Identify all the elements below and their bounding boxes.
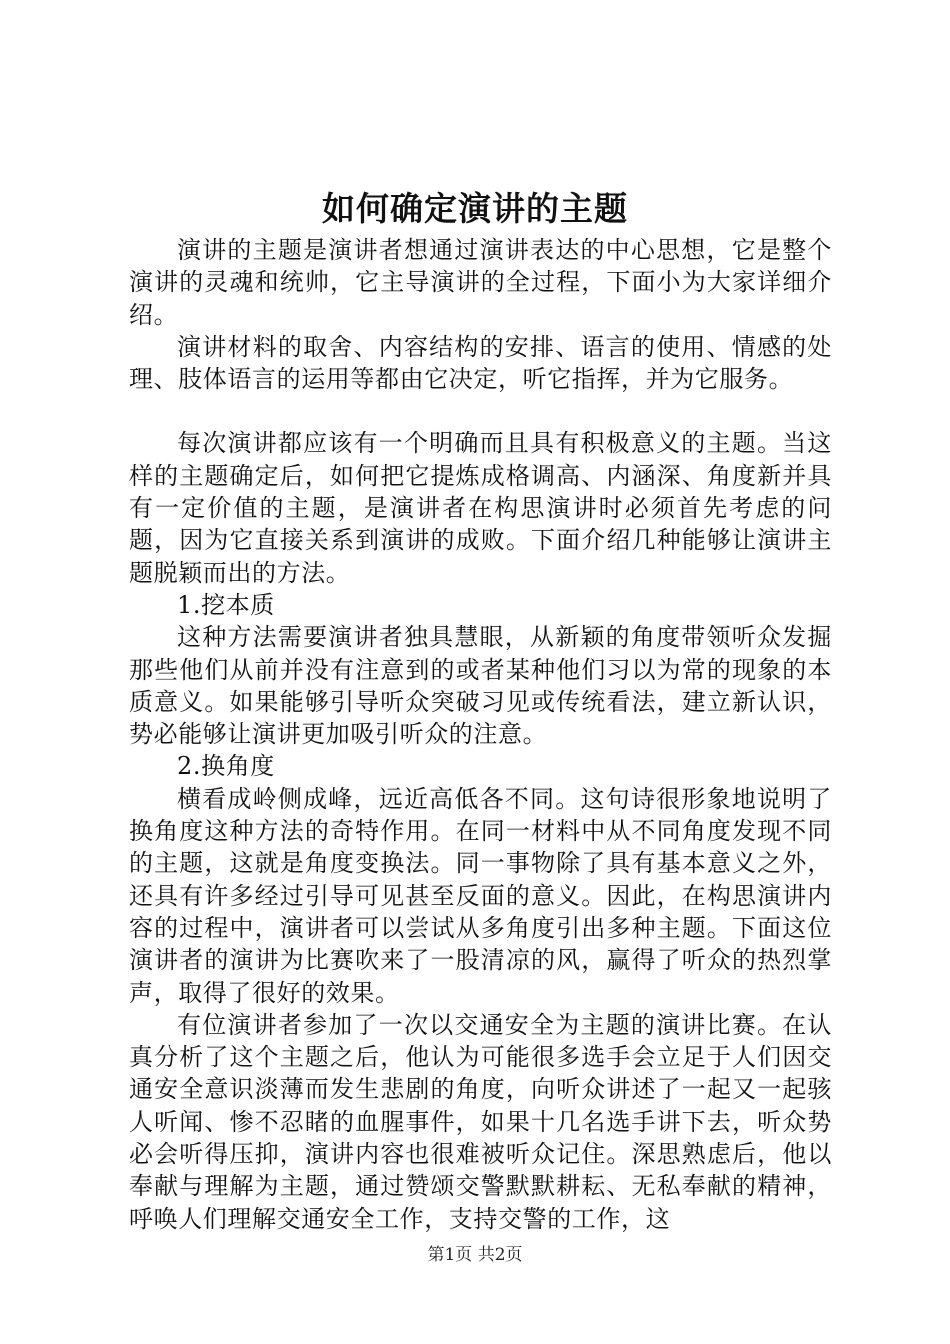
page-title: 如何确定演讲的主题 [322,189,628,228]
paragraph-example: 有位演讲者参加了一次以交通安全为主题的演讲比赛。在认真分析了这个主题之后，他认为可能很多选手会立足于人们因交通安全意识淡薄而发生悲剧的角度，向听众讲述了一起又一起骇人听闻、惨不忍睹的血腥事件，如果十几名选手讲下去，听众势必会听得压抑，演讲内容也很难被听众记住。深思熟虑后，他以奉献与理解为主题，通过赞颂交警默默耕耘、无私奉献的精神，呼唤人们理解交通安全工作，支持交警的工作，这 [129,1010,832,1233]
paragraph-essence: 这种方法需要演讲者独具慧眼，从新颖的角度带领听众发掘那些他们从前并没有注意到的或者某种他们习以为常的现象的本质意义。如果能够引导听众突破习见或传统看法，建立新认识，势必能够让演讲更加吸引听众的注意。 [129,623,832,749]
paragraph-materials: 演讲材料的取舍、内容结构的安排、语言的使用、情感的处理、肢体语言的运用等都由它决定，听它指挥，并为它服务。 [129,332,832,394]
paragraph-angle: 横看成岭侧成峰，远近高低各不同。这句诗很形象地说明了换角度这种方法的奇特作用。在同一材料中从不同角度发现不同的主题，这就是角度变换法。同一事物除了具有基本意义之外，还具有许多经过引导可见甚至反面的意义。因此，在构思演讲内容的过程中，演讲者可以尝试从多角度引出多种主题。下面这位演讲者的演讲为比赛吹来了一股清凉的风，赢得了听众的热烈掌声，取得了很好的效果。 [129,784,832,1007]
paragraph-intro: 演讲的主题是演讲者想通过演讲表达的中心思想，它是整个演讲的灵魂和统帅，它主导演讲的全过程，下面小为大家详细介绍。 [129,236,832,329]
document-body [129,234,832,1235]
section-heading-essence: 1.挖本质 [177,590,275,619]
section-heading-angle: 2.换角度 [177,752,275,781]
paragraph-theme: 每次演讲都应该有一个明确而且具有积极意义的主题。当这样的主题确定后，如何把它提炼成格调高、内涵深、角度新并具有一定价值的主题，是演讲者在构思演讲时必须首先考虑的问题，因为它直接关系到演讲的成败。下面介绍几种能够让演讲主题脱颖而出的方法。 [129,429,832,587]
page-number: 第1页 共2页 [427,1245,523,1265]
